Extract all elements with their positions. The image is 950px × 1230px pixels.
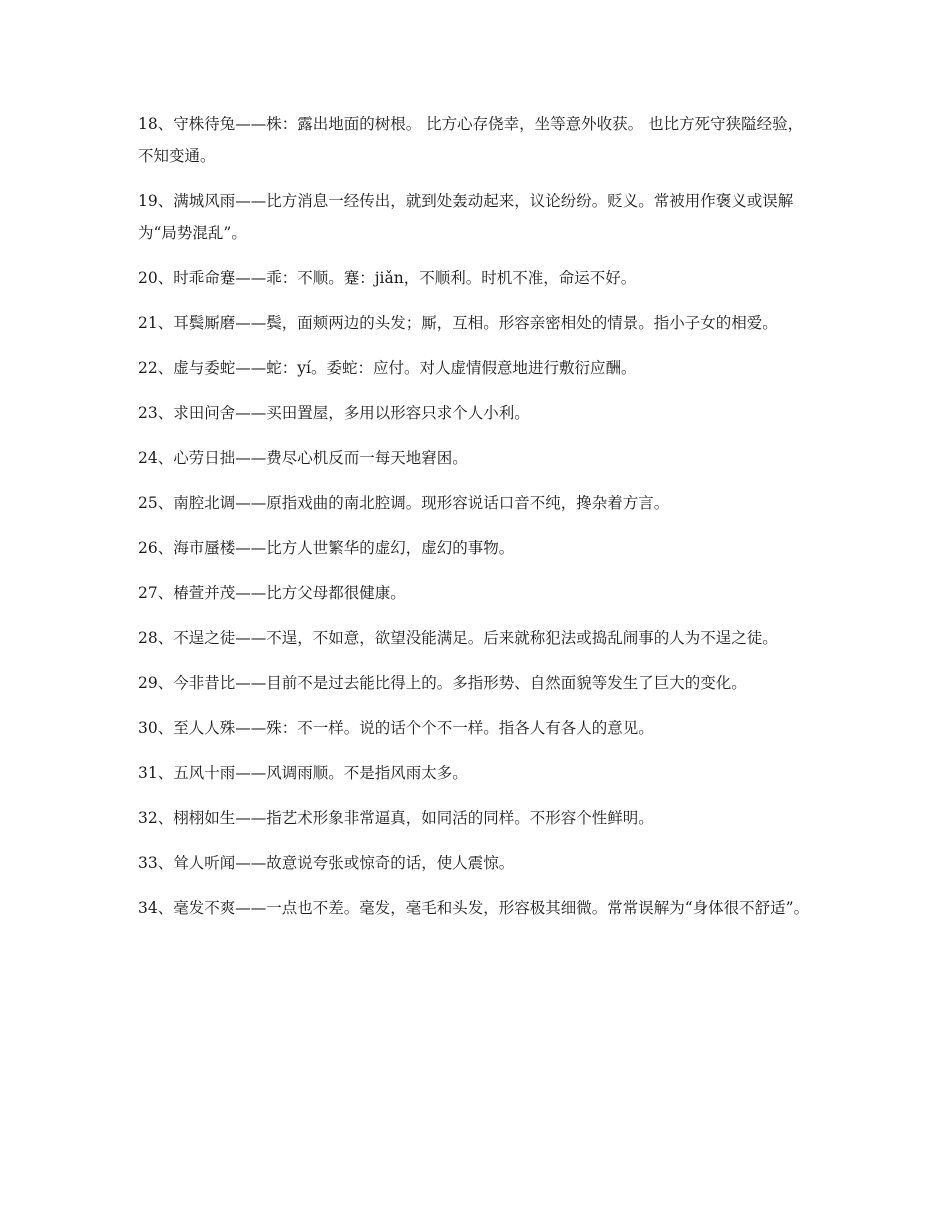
idiom-entry-28: 28、不逞之徒——不逞，不如意，欲望没能满足。后来就称犯法或捣乱闹事的人为不逞之徒。 bbox=[138, 629, 778, 647]
idiom-entry-22: 22、虚与委蛇——蛇：yí。委蛇：应付。对人虚情假意地进行敷衍应酬。 bbox=[138, 359, 637, 377]
idiom-entry-27: 27、椿萱并茂——比方父母都很健康。 bbox=[138, 584, 406, 602]
idiom-entry-26: 26、海市蜃楼——比方人世繁华的虚幻，虚幻的事物。 bbox=[138, 539, 515, 557]
idiom-entry-34: 34、毫发不爽——一点也不差。毫发，毫毛和头发，形容极其细微。常常误解为“身体很不舒适”。 bbox=[138, 899, 810, 917]
idiom-entry-25: 25、南腔北调——原指戏曲的南北腔调。现形容说话口音不纯，搀杂着方言。 bbox=[138, 494, 670, 512]
idiom-entry-21: 21、耳鬓厮磨——鬓，面颊两边的头发；厮，互相。形容亲密相处的情景。指小子女的相爱。 bbox=[138, 314, 778, 332]
idiom-entry-20: 20、时乖命蹇——乖：不顺。蹇：jiǎn，不顺利。时机不准，命运不好。 bbox=[138, 269, 637, 287]
idiom-entry-33: 33、耸人听闻——故意说夸张或惊奇的话，使人震惊。 bbox=[138, 854, 515, 872]
idiom-entry-30: 30、至人人殊——殊：不一样。说的话个个不一样。指各人有各人的意见。 bbox=[138, 719, 654, 737]
idiom-entry-23: 23、求田问舍——买田置屋，多用以形容只求个人小利。 bbox=[138, 404, 530, 422]
idiom-entry-31: 31、五风十雨——风调雨顺。不是指风雨太多。 bbox=[138, 764, 468, 782]
idiom-entry-24: 24、心劳日拙——费尽心机反而一每天地窘困。 bbox=[138, 449, 468, 467]
idiom-entry-19: 19、满城风雨——比方消息一经传出，就到处轰动起来，议论纷纷。贬义。常被用作褒义或误解为“局势混乱”。 bbox=[138, 192, 794, 242]
idiom-entry-32: 32、栩栩如生——指艺术形象非常逼真，如同活的同样。不形容个性鲜明。 bbox=[138, 809, 654, 827]
idiom-entry-29: 29、今非昔比——目前不是过去能比得上的。多指形势、自然面貌等发生了巨大的变化。 bbox=[138, 674, 747, 692]
idiom-entry-18: 18、守株待兔——株：露出地面的树根。 比方心存侥幸，坐等意外收获。 也比方死守狭隘经验，不知变通。 bbox=[138, 115, 804, 165]
idiom-list bbox=[138, 108, 818, 937]
